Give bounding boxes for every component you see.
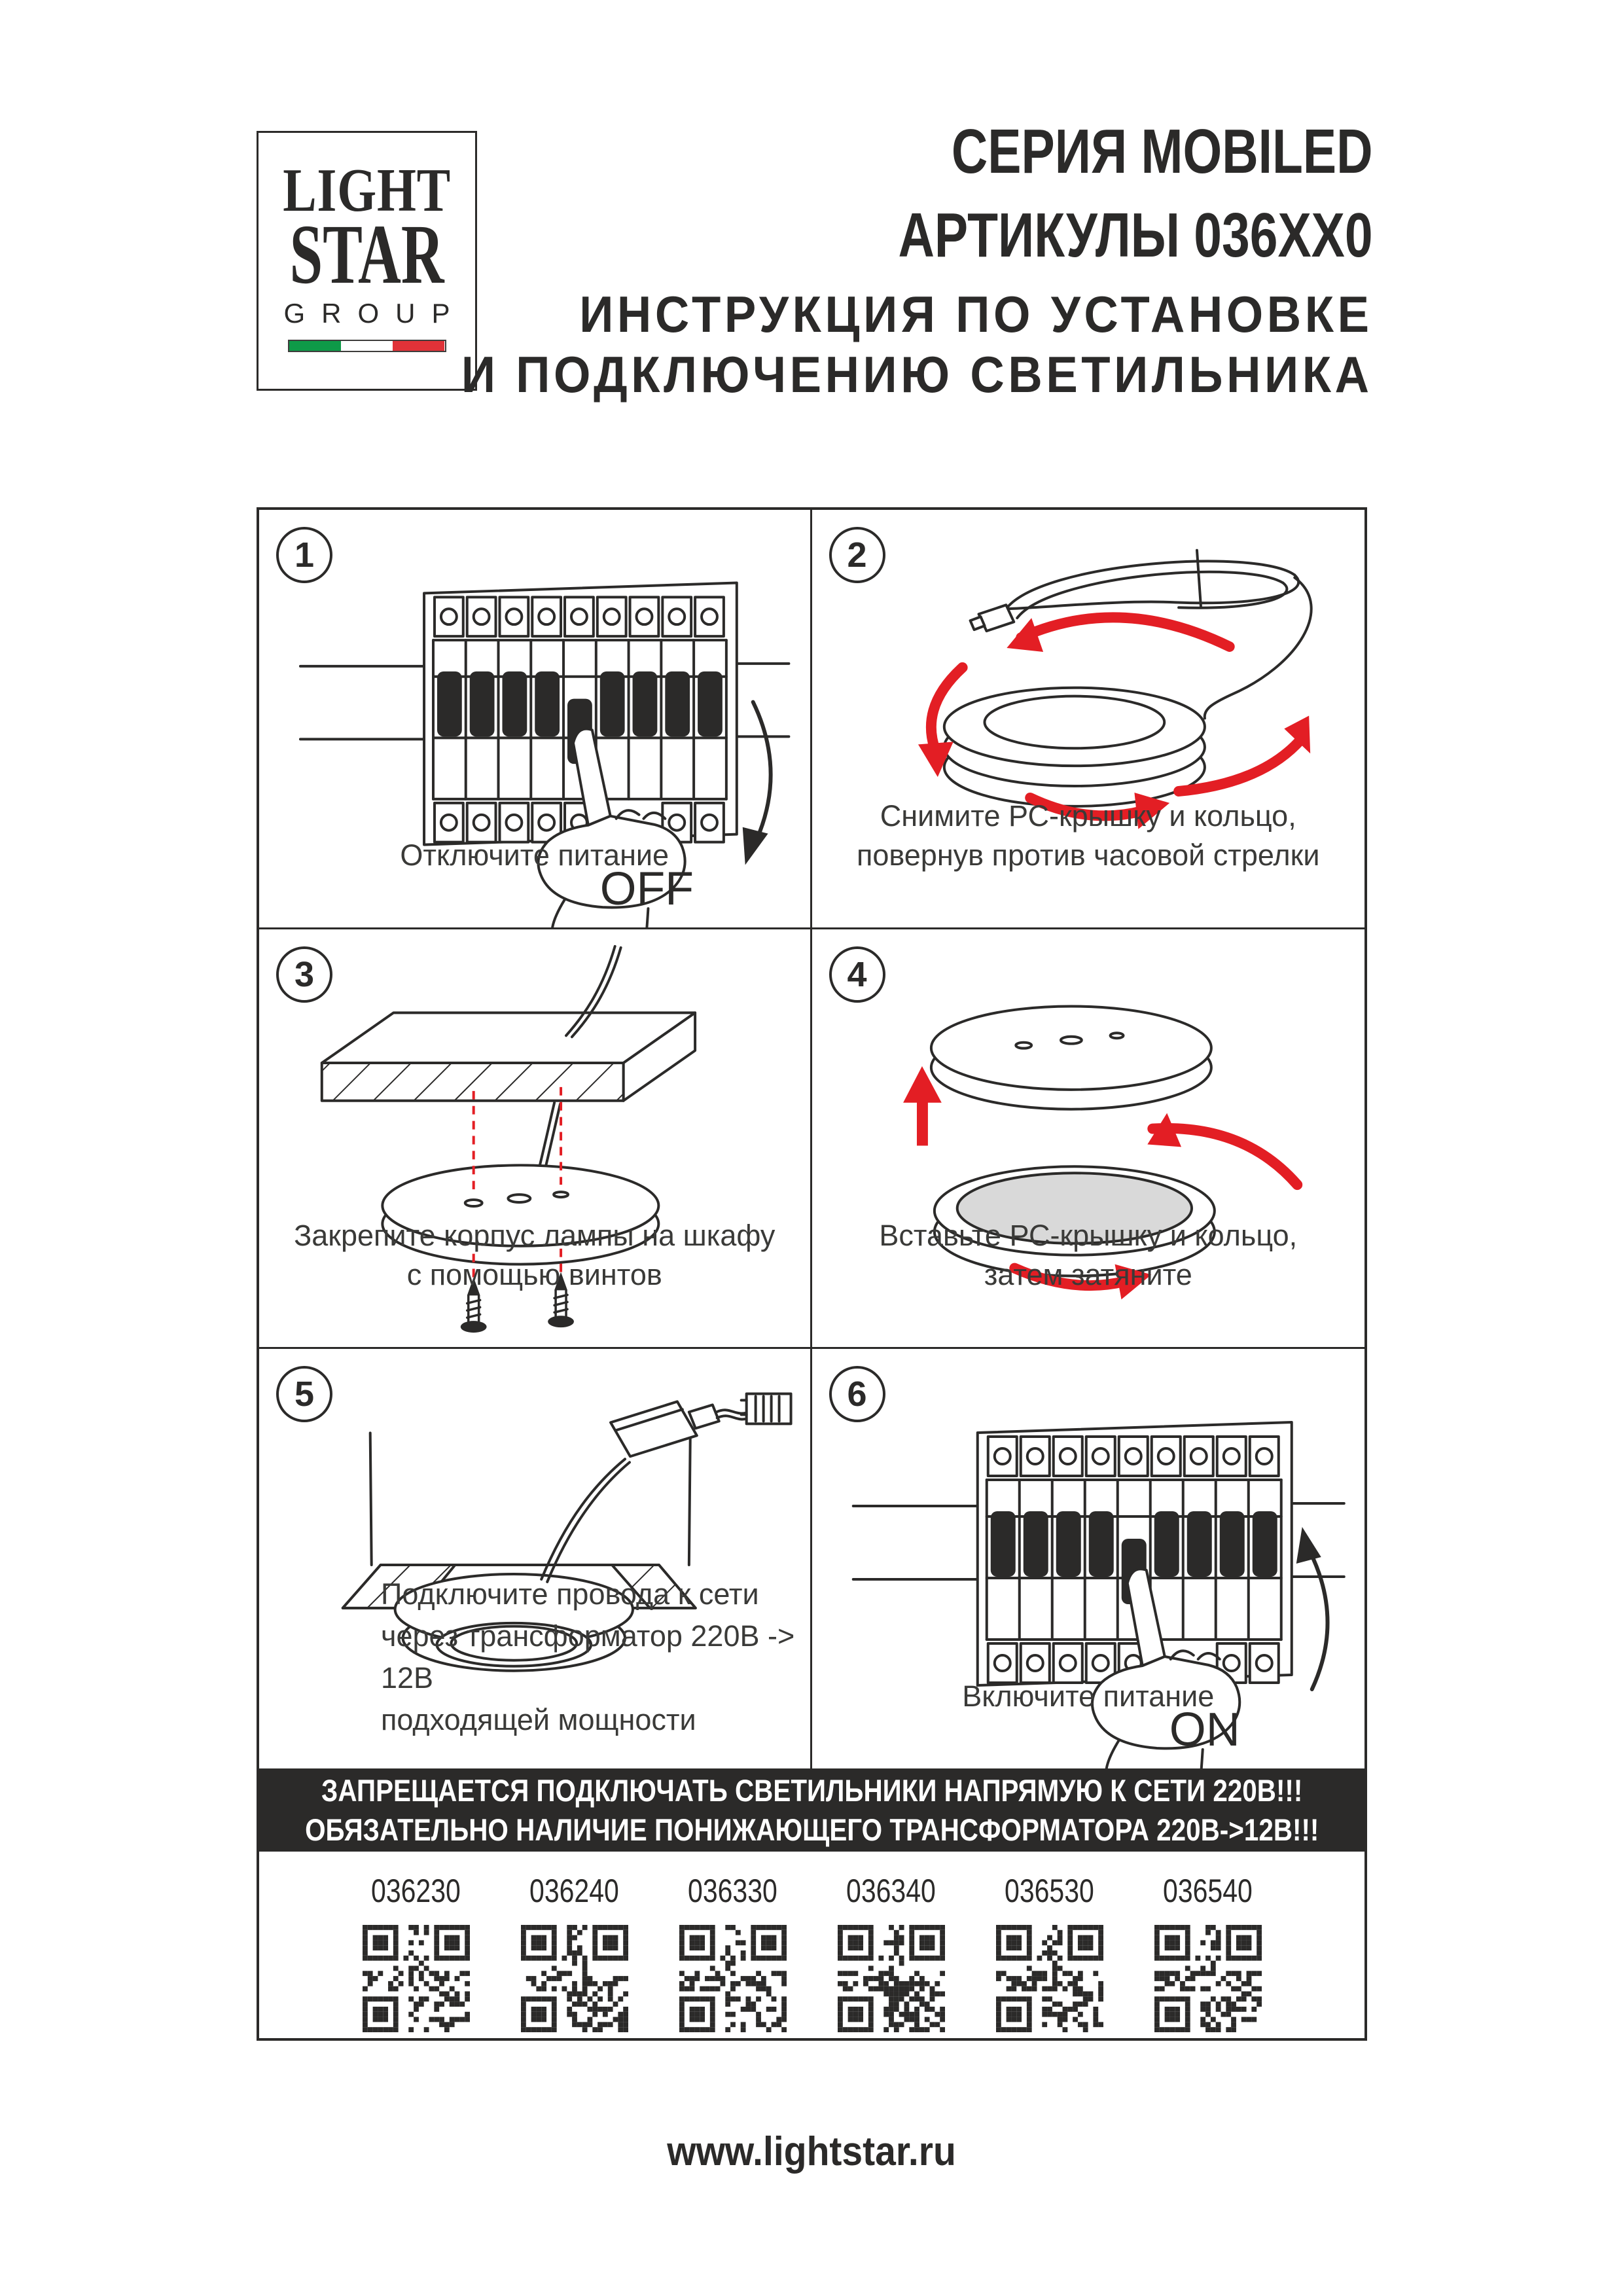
article-item: [1154, 1874, 1262, 2038]
lamp-base-disc: [931, 1006, 1211, 1089]
step-number: 2: [847, 535, 867, 575]
rotate-up-arrow: [1310, 1552, 1327, 1689]
article-qr-row: [259, 1852, 1364, 2038]
step-number-badge: [276, 527, 332, 583]
off-label: OFF: [599, 863, 694, 916]
step-caption: [812, 1216, 1365, 1295]
step-number-badge: [829, 1366, 885, 1422]
article-number: 036530: [1005, 1873, 1094, 1909]
caption-line: Закрепите корпус лампы на шкафу: [294, 1219, 776, 1252]
qr-code: [838, 1925, 945, 2032]
step-number-badge: [276, 946, 332, 1003]
logo-word-group: GROUP: [283, 298, 467, 329]
caption-line: через трансформатор 220В -> 12В: [381, 1619, 795, 1695]
warning-line-1: ЗАПРЕЩАЕТСЯ ПОДКЛЮЧАТЬ СВЕТИЛЬНИКИ НАПРЯМУЮ К СЕТИ 220В!!!: [321, 1772, 1303, 1808]
qr-code: [679, 1925, 787, 2032]
step-caption: [259, 1216, 810, 1295]
article-number: 036340: [846, 1873, 936, 1909]
step-panel-5: [259, 1349, 812, 1768]
heading-line-1: ИНСТРУКЦИЯ ПО УСТАНОВКЕ: [579, 285, 1373, 343]
qr-code: [1154, 1925, 1262, 2032]
caption-line: Отключите питание: [400, 838, 669, 872]
step-number-badge: [276, 1366, 332, 1422]
article-item: [995, 1874, 1104, 2038]
step-number-badge: [829, 946, 885, 1003]
step-number: 5: [294, 1374, 315, 1414]
articles-title: АРТИКУЛЫ 036XX0: [898, 200, 1373, 270]
caption-line: подходящей мощности: [381, 1703, 696, 1736]
connector-block: [747, 1393, 791, 1424]
article-number: 036240: [529, 1873, 619, 1909]
instruction-heading: [393, 284, 1373, 404]
caption-line: затем затяните: [984, 1258, 1192, 1291]
arrow-up-head-icon: [1296, 1527, 1321, 1564]
caption-line: Включите питание: [962, 1679, 1215, 1713]
heading-line-2: И ПОДКЛЮЧЕНИЮ СВЕТИЛЬНИКА: [461, 346, 1373, 403]
article-item: [837, 1874, 946, 2038]
rotate-down-arrow: [753, 702, 771, 839]
qr-code: [363, 1925, 470, 2032]
caption-line: Подключите провода к сети: [381, 1577, 759, 1611]
page-title: [393, 110, 1373, 404]
article-number: 036540: [1163, 1873, 1253, 1909]
instruction-frame: [257, 507, 1367, 2041]
article-number: 036330: [688, 1873, 777, 1909]
step-number-badge: [829, 527, 885, 583]
qr-code: [521, 1925, 628, 2032]
qr-code: [996, 1925, 1103, 2032]
puck-light: [984, 696, 1164, 749]
step-caption: [381, 1573, 810, 1741]
caption-line: Снимите РС-крышку и кольцо,: [880, 799, 1296, 833]
step-panel-1: [259, 510, 812, 929]
step-number: 4: [847, 955, 867, 994]
logo-word-star: STAR: [289, 207, 444, 302]
caption-line: с помощью винтов: [406, 1258, 662, 1291]
step-caption: [259, 836, 810, 875]
on-label: ON: [1169, 1704, 1240, 1756]
step-panel-6: [812, 1349, 1365, 1768]
series-title: СЕРИЯ MOBILED: [952, 117, 1373, 187]
step-caption: [812, 1677, 1365, 1716]
footer: [0, 2128, 1623, 2175]
website-url: www.lightstar.ru: [667, 2129, 956, 2174]
caption-line: повернув против часовой стрелки: [856, 838, 1320, 872]
article-item: [520, 1874, 629, 2038]
article-item: [362, 1874, 471, 2038]
flag-white-stripe: [341, 341, 393, 351]
step-number: 6: [847, 1374, 867, 1414]
steps-grid: [259, 510, 1364, 1768]
flag-green-stripe: [289, 341, 341, 351]
step-number: 1: [294, 535, 315, 575]
warning-line-2: ОБЯЗАТЕЛЬНО НАЛИЧИЕ ПОНИЖАЮЩЕГО ТРАНСФОРМАТОРА 220В->12В!!!: [304, 1812, 1319, 1847]
logo-word-light: LIGHT: [283, 156, 451, 224]
article-item: [679, 1874, 787, 2038]
step-panel-3: [259, 929, 812, 1349]
caption-line: Вставьте РС-крышку и кольцо,: [879, 1219, 1298, 1252]
step-number: 3: [294, 955, 315, 994]
warning-banner: [259, 1768, 1364, 1852]
article-number: 036230: [371, 1873, 461, 1909]
step-caption: [812, 797, 1365, 875]
step-panel-2: [812, 510, 1365, 929]
step-panel-4: [812, 929, 1365, 1349]
